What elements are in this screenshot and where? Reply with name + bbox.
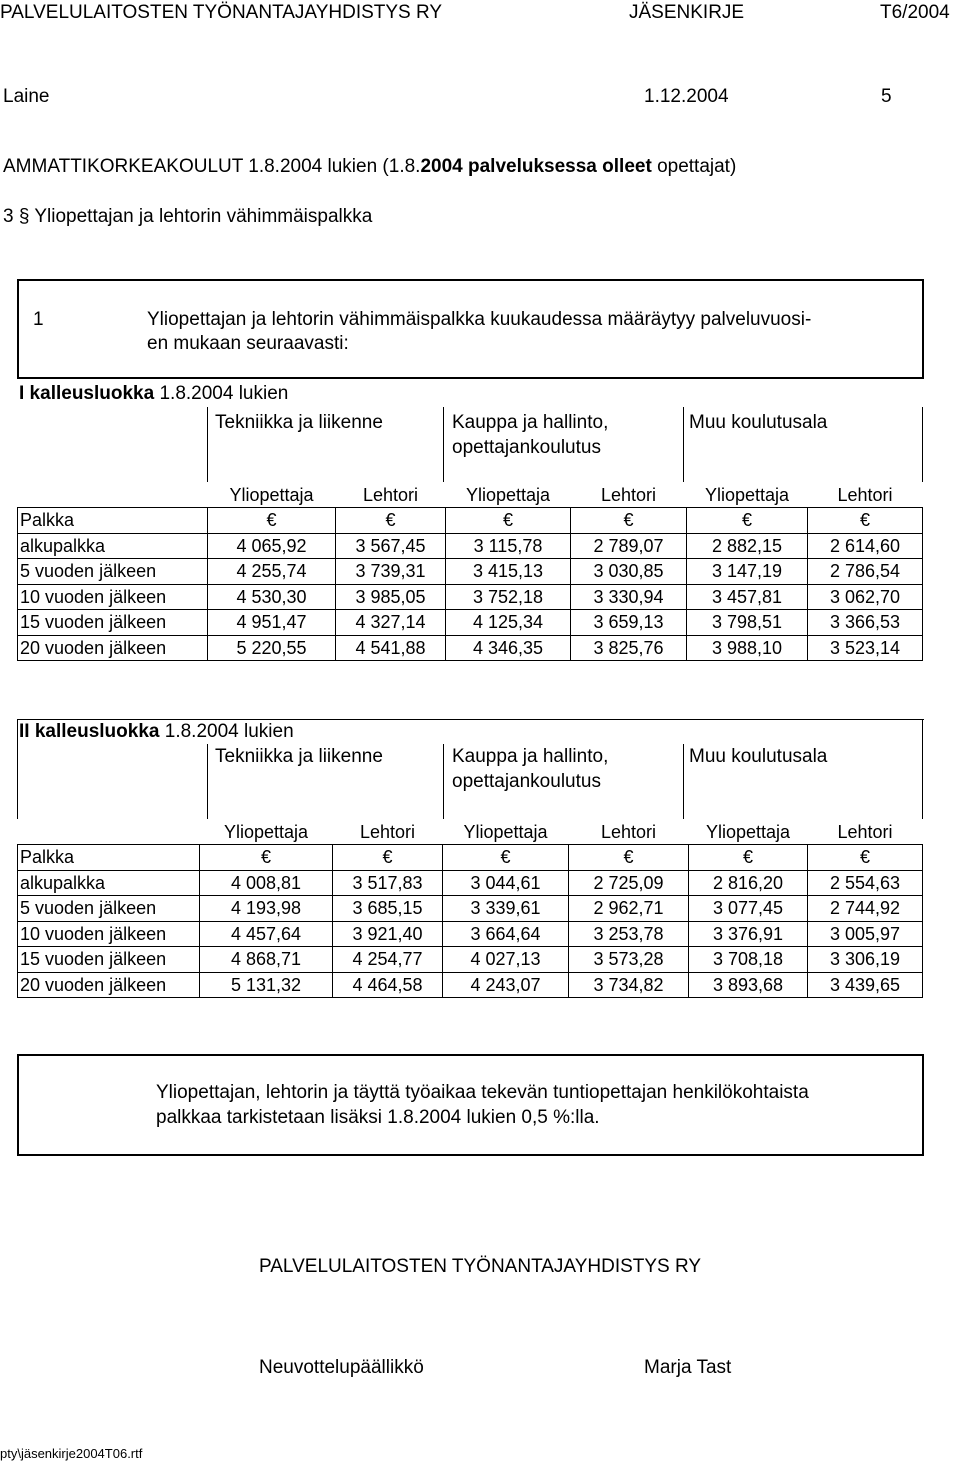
salary-cell: 2 786,54: [808, 559, 923, 585]
intro-line-1: Yliopettajan ja lehtorin vähimmäispalkka kuukaudessa määräytyy palveluvuosi-: [147, 309, 812, 330]
salary-cell: 2 816,20: [689, 870, 808, 896]
salary-cell: 3 030,85: [571, 559, 687, 585]
table1-title: [19, 383, 288, 405]
header-cell-empty: [18, 482, 208, 508]
salary-cell: 3 573,28: [569, 947, 689, 973]
salary-cell: 3 734,82: [569, 972, 689, 998]
note-line-2: palkkaa tarkistetaan lisäksi 1.8.2004 lukien 0,5 %:lla.: [156, 1107, 600, 1128]
salary-cell: 4 027,13: [443, 947, 569, 973]
salary-cell: 3 825,76: [571, 635, 687, 661]
salary-cell: 3 921,40: [333, 921, 443, 947]
note-line-1: Yliopettajan, lehtorin ja täyttä työaikaa tekevän tuntiopettajan henkilökohtaista: [156, 1082, 809, 1103]
meta-date: 1.12.2004: [644, 86, 729, 107]
table2-divider: [17, 719, 18, 819]
salary-cell: 2 962,71: [569, 896, 689, 922]
header-cell-empty: [18, 819, 200, 845]
salary-cell: 3 253,78: [569, 921, 689, 947]
currency-row: [18, 508, 923, 534]
euro-icon: €: [200, 845, 333, 871]
table1-divider: [207, 407, 208, 482]
salary-cell: 4 008,81: [200, 870, 333, 896]
salary-cell: 3 985,05: [336, 584, 446, 610]
salary-cell: 3 457,81: [687, 584, 808, 610]
salary-cell: 3 708,18: [689, 947, 808, 973]
euro-icon: €: [571, 508, 687, 534]
table-row: [18, 896, 923, 922]
row-label: alkupalkka: [18, 870, 200, 896]
salary-cell: 2 614,60: [808, 533, 923, 559]
file-path: pty\jäsenkirje2004T06.rtf: [0, 1446, 143, 1461]
salary-cell: 3 739,31: [336, 559, 446, 585]
table1-group-muu: Muu koulutusala: [689, 412, 828, 433]
table-row: [18, 533, 923, 559]
salary-cell: 3 685,15: [333, 896, 443, 922]
table-row: [18, 610, 923, 636]
salary-cell: 3 664,64: [443, 921, 569, 947]
salary-cell: 4 255,74: [208, 559, 336, 585]
salary-cell: 3 567,45: [336, 533, 446, 559]
salary-cell: 4 193,98: [200, 896, 333, 922]
header-org: PALVELULAITOSTEN TYÖNANTAJAYHDISTYS RY: [0, 2, 443, 23]
table2-divider: [443, 744, 444, 819]
row-label: 15 vuoden jälkeen: [18, 610, 208, 636]
subheading: 3 § Yliopettajan ja lehtorin vähimmäispalkka: [3, 206, 373, 227]
salary-cell: 3 147,19: [687, 559, 808, 585]
table2-title-rest: 1.8.2004 lukien: [164, 721, 294, 742]
euro-icon: €: [336, 508, 446, 534]
table2-title: [19, 721, 294, 743]
section-title-plain: AMMATTIKORKEAKOULUT 1.8.2004 lukien (1.8.: [3, 156, 421, 177]
col-header: Lehtori: [600, 821, 657, 842]
salary-cell: 4 254,77: [333, 947, 443, 973]
meta-page: 5: [881, 86, 892, 107]
row-label: 15 vuoden jälkeen: [18, 947, 200, 973]
salary-cell: 3 523,14: [808, 635, 923, 661]
col-header: Yliopettaja: [463, 821, 548, 842]
salary-cell: 3 376,91: [689, 921, 808, 947]
table-row: [18, 947, 923, 973]
salary-cell: 4 464,58: [333, 972, 443, 998]
salary-cell: 3 988,10: [687, 635, 808, 661]
salary-cell: 2 725,09: [569, 870, 689, 896]
col-header: Lehtori: [837, 821, 893, 842]
salary-cell: 3 330,94: [571, 584, 687, 610]
table1-divider: [443, 407, 444, 482]
euro-icon: €: [333, 845, 443, 871]
table2-group-kauppa-line2: opettajankoulutus: [452, 771, 601, 792]
table-row: [18, 635, 923, 661]
salary-cell: 3 062,70: [808, 584, 923, 610]
table2-group-tekniikka: Tekniikka ja liikenne: [215, 746, 383, 767]
table2-group-muu: Muu koulutusala: [689, 746, 828, 767]
row-label: 10 vuoden jälkeen: [18, 584, 208, 610]
salary-cell: 3 005,97: [808, 921, 923, 947]
euro-icon: €: [687, 508, 808, 534]
table2-title-bold: II kalleusluokka: [19, 721, 160, 742]
salary-cell: 4 457,64: [200, 921, 333, 947]
table2-divider: [922, 719, 923, 819]
salary-cell: 4 065,92: [208, 533, 336, 559]
salary-cell: 5 220,55: [208, 635, 336, 661]
row-label: 10 vuoden jälkeen: [18, 921, 200, 947]
signer-name: Marja Tast: [644, 1357, 732, 1378]
row-label: 20 vuoden jälkeen: [18, 635, 208, 661]
salary-cell: 4 243,07: [443, 972, 569, 998]
salary-cell: 4 868,71: [200, 947, 333, 973]
euro-icon: €: [689, 845, 808, 871]
salary-cell: 3 798,51: [687, 610, 808, 636]
col-header: Yliopettaja: [223, 821, 309, 842]
salary-cell: 3 077,45: [689, 896, 808, 922]
table2-divider: [683, 744, 684, 819]
table-row: [18, 972, 923, 998]
table2-top-rule: [17, 719, 924, 721]
salary-cell: 4 327,14: [336, 610, 446, 636]
salary-cell: 3 752,18: [446, 584, 571, 610]
table-header-row: [18, 819, 923, 845]
salary-cell: 3 517,83: [333, 870, 443, 896]
salary-cell: 4 125,34: [446, 610, 571, 636]
salary-table-1: [17, 482, 923, 661]
salary-cell: 3 659,13: [571, 610, 687, 636]
table-row: [18, 584, 923, 610]
col-header: Lehtori: [362, 484, 419, 505]
footer-org: PALVELULAITOSTEN TYÖNANTAJAYHDISTYS RY: [259, 1256, 702, 1277]
meta-author: Laine: [3, 86, 50, 107]
signer-role: Neuvottelupäällikkö: [259, 1357, 424, 1378]
table-header-row: [18, 482, 923, 508]
salary-cell: 2 554,63: [808, 870, 923, 896]
euro-icon: €: [808, 845, 923, 871]
currency-label: Palkka: [18, 508, 208, 534]
salary-table-2: [17, 819, 923, 998]
section-title-bold: 2004 palveluksessa olleet: [420, 156, 652, 177]
currency-row: [18, 845, 923, 871]
table2-divider: [207, 744, 208, 819]
table1-title-bold: I kalleusluokka: [19, 383, 155, 404]
row-label: 5 vuoden jälkeen: [18, 559, 208, 585]
table-row: [18, 870, 923, 896]
salary-cell: 2 789,07: [571, 533, 687, 559]
col-header: Lehtori: [359, 821, 416, 842]
salary-cell: 4 541,88: [336, 635, 446, 661]
euro-icon: €: [208, 508, 336, 534]
table1-group-kauppa-line2: opettajankoulutus: [452, 437, 601, 458]
salary-cell: 2 744,92: [808, 896, 923, 922]
table1-group-tekniikka: Tekniikka ja liikenne: [215, 412, 383, 433]
table1-divider: [922, 407, 923, 482]
table1-group-kauppa: Kauppa ja hallinto,: [452, 412, 609, 433]
row-label: 20 vuoden jälkeen: [18, 972, 200, 998]
table1-divider: [683, 407, 684, 482]
section-title-end: opettajat): [657, 156, 737, 177]
salary-cell: 3 415,13: [446, 559, 571, 585]
header-doc-code: T6/2004: [880, 2, 950, 23]
currency-label: Palkka: [18, 845, 200, 871]
table1-title-rest: 1.8.2004 lukien: [159, 383, 289, 404]
col-header: Yliopettaja: [229, 484, 314, 505]
salary-cell: 3 115,78: [446, 533, 571, 559]
salary-cell: 4 951,47: [208, 610, 336, 636]
salary-cell: 3 044,61: [443, 870, 569, 896]
euro-icon: €: [569, 845, 689, 871]
salary-cell: 3 893,68: [689, 972, 808, 998]
euro-icon: €: [808, 508, 923, 534]
col-header: Yliopettaja: [465, 484, 551, 505]
salary-cell: 4 530,30: [208, 584, 336, 610]
intro-number: 1: [33, 309, 44, 330]
salary-cell: 5 131,32: [200, 972, 333, 998]
salary-cell: 3 366,53: [808, 610, 923, 636]
col-header: Yliopettaja: [705, 821, 791, 842]
salary-cell: 2 882,15: [687, 533, 808, 559]
table-row: [18, 559, 923, 585]
header-doc-type: JÄSENKIRJE: [629, 2, 745, 23]
euro-icon: €: [443, 845, 569, 871]
salary-cell: 3 339,61: [443, 896, 569, 922]
salary-cell: 3 306,19: [808, 947, 923, 973]
salary-cell: 3 439,65: [808, 972, 923, 998]
table2-group-kauppa: Kauppa ja hallinto,: [452, 746, 609, 767]
euro-icon: €: [446, 508, 571, 534]
table-row: [18, 921, 923, 947]
note-box: [17, 1054, 924, 1156]
row-label: 5 vuoden jälkeen: [18, 896, 200, 922]
salary-cell: 4 346,35: [446, 635, 571, 661]
section-title: [3, 156, 736, 178]
col-header: Lehtori: [600, 484, 657, 505]
col-header: Lehtori: [837, 484, 893, 505]
col-header: Yliopettaja: [704, 484, 790, 505]
intro-line-2: en mukaan seuraavasti:: [147, 333, 349, 354]
row-label: alkupalkka: [18, 533, 208, 559]
